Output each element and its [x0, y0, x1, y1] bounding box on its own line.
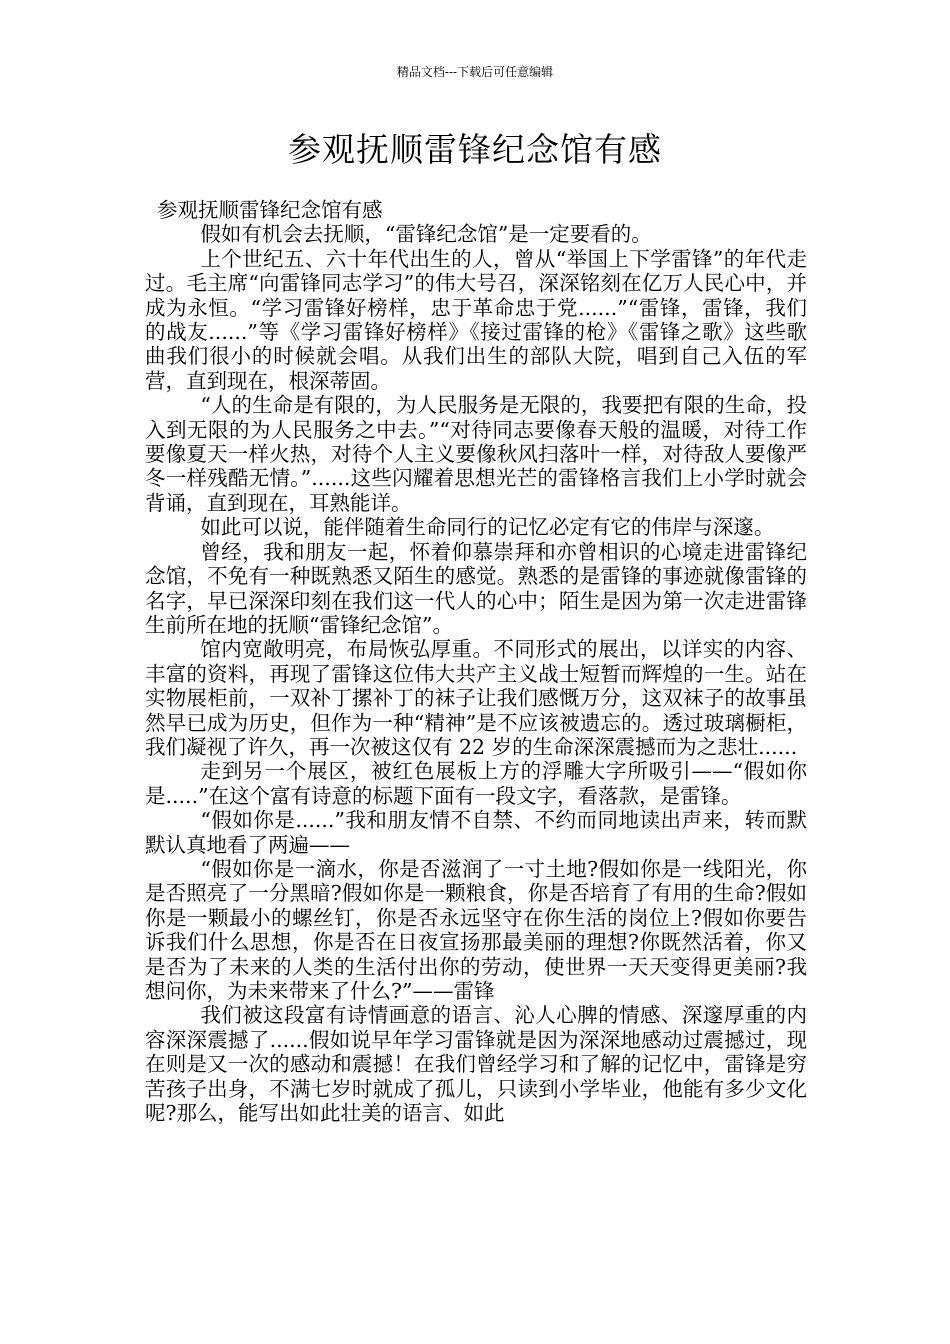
paragraph: 假如有机会去抚顺，“雷锋纪念馆”是一定要看的。	[200, 222, 652, 247]
document-title: 参观抚顺雷锋纪念馆有感	[288, 130, 662, 169]
subtitle-paragraph: 参观抚顺雷锋纪念馆有感	[157, 198, 383, 222]
paragraph: 如此可以说，能伴随着生命同行的记忆必定有它的伟岸与深邃。	[200, 515, 775, 540]
paragraph: 馆内宽敞明亮，布局恢弘厚重。不同形式的展出，以详实的内容、丰富的资料，再现了雷锋这位伟大共产主义战士短暂而辉煌的一生。站在实物展柜前，一双补丁摞补丁的袜子让我们感慨万分，这双袜子的故事虽然早已成为历史，但作为一种“精神”是不应该被遗忘的。透过玻璃橱柜，我们凝视了许久，再一次被这仅有 22 岁的生命深深震撼而为之悲壮......	[145, 637, 807, 759]
paragraph: “人的生命是有限的，为人民服务是无限的，我要把有限的生命，投入到无限的为人民服务之中去。”“对待同志要像春天般的温暖，对待工作要像夏天一样火热，对待个人主义要像秋风扫落叶一样，对待敌人要像严冬一样残酷无情。”......这些闪耀着思想光芒的雷锋格言我们上小学时就会背诵，直到现在，耳熟能详。	[145, 393, 807, 515]
document-body	[145, 198, 807, 1125]
paragraph: “假如你是......”我和朋友情不自禁、不约而同地读出声来，转而默默认真地看了两遍——	[145, 808, 807, 857]
paragraph: 我们被这段富有诗情画意的语言、沁人心脾的情感、深邃厚重的内容深深震撼了......假如说早年学习雷锋就是因为深深地感动过震撼过，现在则是又一次的感动和震撼！在我们曾经学习和了解的记忆中，雷锋是穷苦孩子出身，不满七岁时就成了孤儿，只读到小学毕业，他能有多少文化呢?那么，能写出如此壮美的语言、如此	[145, 1003, 807, 1126]
paragraph: 走到另一个展区，被红色展板上方的浮雕大字所吸引——“假如你是.....”在这个富有诗意的标题下面有一段文字，看落款，是雷锋。	[145, 759, 807, 808]
paragraph: “假如你是一滴水，你是否滋润了一寸土地?假如你是一线阳光，你是否照亮了一分黑暗?假如你是一颗粮食，你是否培育了有用的生命?假如你是一颗最小的螺丝钉，你是否永远坚守在你生活的岗位上?假如你要告诉我们什么思想，你是否在日夜宣扬那最美丽的理想?你既然活着，你又是否为了未来的人类的生活付出你的劳动，使世界一天天变得更美丽?我想问你，为未来带来了什么?”——雷锋	[145, 856, 807, 1003]
page-header: 精品文档---下载后可任意编辑	[396, 65, 554, 79]
paragraph: 上个世纪五、六十年代出生的人，曾从“举国上下学雷锋”的年代走过。毛主席“向雷锋同志学习”的伟大号召，深深铭刻在亿万人民心中，并成为永恒。“学习雷锋好榜样，忠于革命忠于党......”“雷锋，雷锋，我们的战友......”等《学习雷锋好榜样》《接过雷锋的枪》《雷锋之歌》这些歌曲我们很小的时候就会唱。从我们出生的部队大院，唱到自己入伍的军营，直到现在，根深蒂固。	[145, 246, 807, 393]
paragraph: 曾经，我和朋友一起，怀着仰慕崇拜和亦曾相识的心境走进雷锋纪念馆，不免有一种既熟悉又陌生的感觉。熟悉的是雷锋的事迹就像雷锋的名字，早已深深印刻在我们这一代人的心中；陌生是因为第一次走进雷锋生前所在地的抚顺“雷锋纪念馆”。	[145, 539, 807, 637]
